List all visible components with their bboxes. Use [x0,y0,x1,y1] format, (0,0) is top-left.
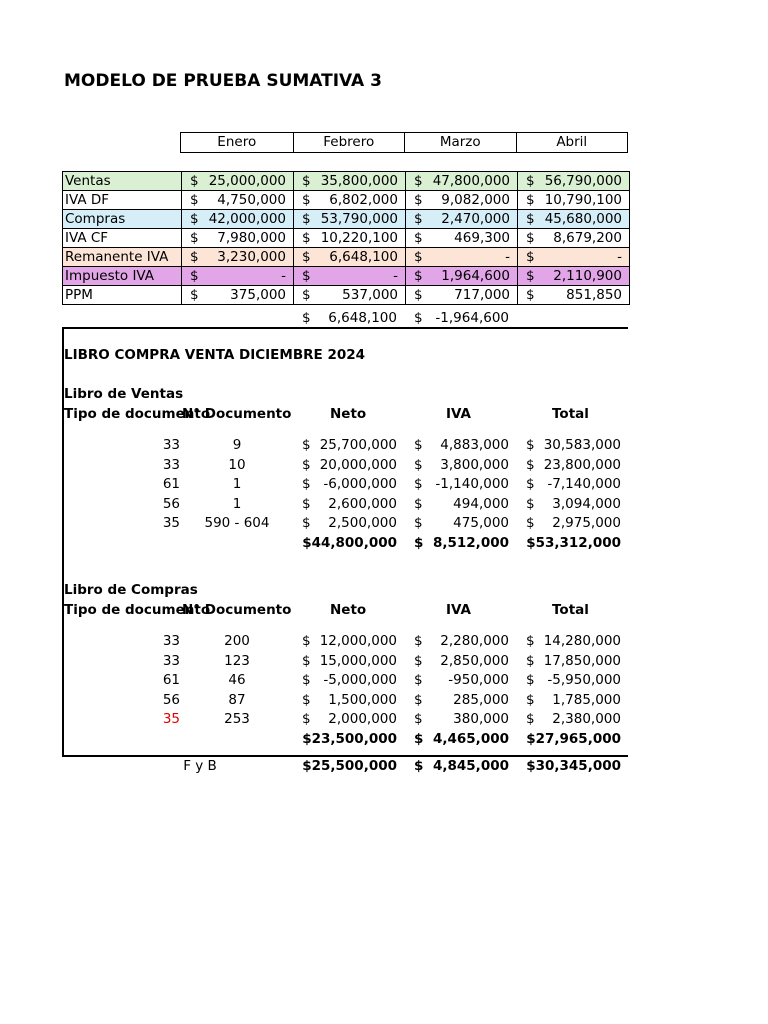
ventas-row-nro[interactable]: 10 [228,456,246,473]
ventas-row-neto[interactable]: $ 20,000,000 [302,456,397,473]
compras-row-tipo[interactable]: 35 [162,711,180,727]
month-febrero[interactable]: Febrero [293,133,405,152]
ventas-row-nro[interactable]: 590 - 604 [204,515,270,531]
compras-row-neto[interactable]: $ -5,000,000 [302,672,397,688]
compras-row-neto[interactable]: $ 1,500,000 [302,691,397,708]
diff-febrero[interactable]: $ 6,648,100 [302,310,397,326]
compras-row-tipo[interactable]: 33 [162,652,180,669]
ventas-row-iva[interactable]: $ 475,000 [414,515,509,531]
summary-label[interactable]: Compras [63,210,182,229]
fyb-label: F y B [183,758,217,774]
compras-row-nro[interactable]: 87 [228,691,246,708]
header-iva: IVA [446,602,472,618]
ventas-row-tipo[interactable]: 35 [162,515,180,531]
summary-cell[interactable]: $ 42,000,000 [182,210,294,229]
ventas-row-total[interactable]: $ 30,583,000 [526,437,621,453]
fyb-iva[interactable]: $ 4,845,000 [414,758,509,774]
summary-label[interactable]: PPM [63,286,182,305]
header-nro: N° Documento [182,602,292,618]
header-tipo: Tipo de documento [64,602,211,618]
summary-cell[interactable]: $ - [406,248,518,267]
summary-cell[interactable]: $ 6,648,100 [294,248,406,267]
header-tipo: Tipo de documento [64,406,211,422]
ventas-row-nro[interactable]: 9 [232,437,242,453]
summary-cell[interactable]: $ 717,000 [406,286,518,305]
summary-table [62,171,630,305]
compras-row-iva[interactable]: $ 2,850,000 [414,652,509,669]
summary-cell[interactable]: $ 6,802,000 [294,191,406,210]
summary-cell[interactable]: $ - [294,267,406,286]
header-nro: N° Documento [182,406,292,422]
ventas-row-neto[interactable]: $ 2,500,000 [302,515,397,531]
compras-title: Libro de Compras [64,582,198,598]
summary-row-ventas [63,172,630,191]
compras-row-iva[interactable]: $ 285,000 [414,691,509,708]
ventas-row-total[interactable]: $ 2,975,000 [526,515,621,531]
compras-row-total[interactable]: $ 17,850,000 [526,652,621,669]
ventas-row-neto[interactable]: $ 2,600,000 [302,495,397,512]
ventas-row-tipo[interactable]: 33 [162,456,180,473]
month-header [180,132,628,153]
summary-cell[interactable]: $ - [182,267,294,286]
ventas-row-neto[interactable]: $ -6,000,000 [302,476,397,492]
ventas-row-tipo[interactable]: 56 [162,495,180,512]
ventas-row-iva[interactable]: $ 494,000 [414,495,509,512]
header-iva: IVA [446,406,472,422]
summary-row-iva_df [63,191,630,210]
compras-row-tipo[interactable]: 61 [162,672,180,688]
compras-row-total[interactable]: $ -5,950,000 [526,672,621,688]
summary-cell[interactable]: $ 10,220,100 [294,229,406,248]
header-neto: Neto [330,602,367,618]
ventas-row-neto[interactable]: $ 25,700,000 [302,437,397,453]
summary-cell[interactable]: $ 25,000,000 [182,172,294,191]
summary-cell[interactable]: $ 3,230,000 [182,248,294,267]
summary-cell[interactable]: $ 851,850 [518,286,630,305]
ventas-row-tipo[interactable]: 33 [162,437,180,453]
summary-cell[interactable]: $ 2,110,900 [518,267,630,286]
summary-label[interactable]: Ventas [63,172,182,191]
summary-row-ppm [63,286,630,305]
summary-cell[interactable]: $ 47,800,000 [406,172,518,191]
header-neto: Neto [330,406,367,422]
compras-row-iva[interactable]: $ 380,000 [414,711,509,727]
compras-row-neto[interactable]: $ 12,000,000 [302,633,397,649]
diff-marzo[interactable]: $ -1,964,600 [414,310,509,326]
page-title: MODELO DE PRUEBA SUMATIVA 3 [64,71,382,91]
summary-cell[interactable]: $ - [518,248,630,267]
ventas-row-tipo[interactable]: 61 [162,476,180,492]
ventas-row-iva[interactable]: $ 3,800,000 [414,456,509,473]
summary-cell[interactable]: $ 9,082,000 [406,191,518,210]
compras-row-tipo[interactable]: 33 [162,633,180,649]
compras-row-neto[interactable]: $ 15,000,000 [302,652,397,669]
ventas-row-nro[interactable]: 1 [232,495,242,512]
compras-row-total[interactable]: $ 2,380,000 [526,711,621,727]
ventas-row-total[interactable]: $ 23,800,000 [526,456,621,473]
compras-row-nro[interactable]: 46 [228,672,246,688]
ventas-total-total[interactable]: $53,312,000 [526,534,621,551]
ventas-row-iva[interactable]: $ 4,883,000 [414,437,509,453]
summary-cell[interactable]: $ 1,964,600 [406,267,518,286]
compras-row-total[interactable]: $ 1,785,000 [526,691,621,708]
summary-cell[interactable]: $ 469,300 [406,229,518,248]
summary-label[interactable]: Remanente IVA [63,248,182,267]
compras-row-neto[interactable]: $ 2,000,000 [302,711,397,727]
summary-label[interactable]: Impuesto IVA [63,267,182,286]
summary-row-impuesto [63,267,630,286]
fyb-total[interactable]: $30,345,000 [526,758,621,774]
ventas-row-total[interactable]: $ 3,094,000 [526,495,621,512]
summary-label[interactable]: IVA CF [63,229,182,248]
summary-cell[interactable]: $ 375,000 [182,286,294,305]
summary-cell[interactable]: $ 10,790,100 [518,191,630,210]
month-abril[interactable]: Abril [516,133,628,152]
compras-total-neto[interactable]: $23,500,000 [302,730,397,747]
summary-label[interactable]: IVA DF [63,191,182,210]
compras-total-iva[interactable]: $ 4,465,000 [414,730,509,747]
summary-row-remanente [63,248,630,267]
compras-total-total[interactable]: $27,965,000 [526,730,621,747]
fyb-neto[interactable]: $25,500,000 [302,758,397,774]
ventas-total-neto[interactable]: $44,800,000 [302,534,397,551]
compras-row-nro[interactable]: 123 [224,652,250,669]
ventas-row-nro[interactable]: 1 [232,476,242,492]
summary-cell[interactable]: $ 7,980,000 [182,229,294,248]
libro-title: LIBRO COMPRA VENTA DICIEMBRE 2024 [64,347,366,363]
compras-row-tipo[interactable]: 56 [162,691,180,708]
summary-row-iva_cf [63,229,630,248]
summary-cell[interactable]: $ 35,800,000 [294,172,406,191]
summary-cell[interactable]: $ 8,679,200 [518,229,630,248]
summary-cell[interactable]: $ 56,790,000 [518,172,630,191]
summary-row-compras [63,210,630,229]
header-total: Total [552,406,589,422]
ventas-total-iva[interactable]: $ 8,512,000 [414,534,509,551]
ventas-row-iva[interactable]: $ -1,140,000 [414,476,509,492]
ventas-title: Libro de Ventas [64,386,184,402]
month-enero[interactable]: Enero [217,134,257,150]
month-marzo[interactable]: Marzo [404,133,516,152]
ventas-row-total[interactable]: $ -7,140,000 [526,476,621,492]
summary-cell[interactable]: $ 4,750,000 [182,191,294,210]
compras-row-iva[interactable]: $ -950,000 [414,672,509,688]
summary-cell[interactable]: $ 537,000 [294,286,406,305]
compras-row-iva[interactable]: $ 2,280,000 [414,633,509,649]
header-total: Total [552,602,589,618]
summary-cell[interactable]: $ 45,680,000 [518,210,630,229]
compras-row-total[interactable]: $ 14,280,000 [526,633,621,649]
compras-row-nro[interactable]: 253 [224,711,250,727]
summary-cell[interactable]: $ 2,470,000 [406,210,518,229]
compras-row-nro[interactable]: 200 [224,633,250,649]
summary-cell[interactable]: $ 53,790,000 [294,210,406,229]
